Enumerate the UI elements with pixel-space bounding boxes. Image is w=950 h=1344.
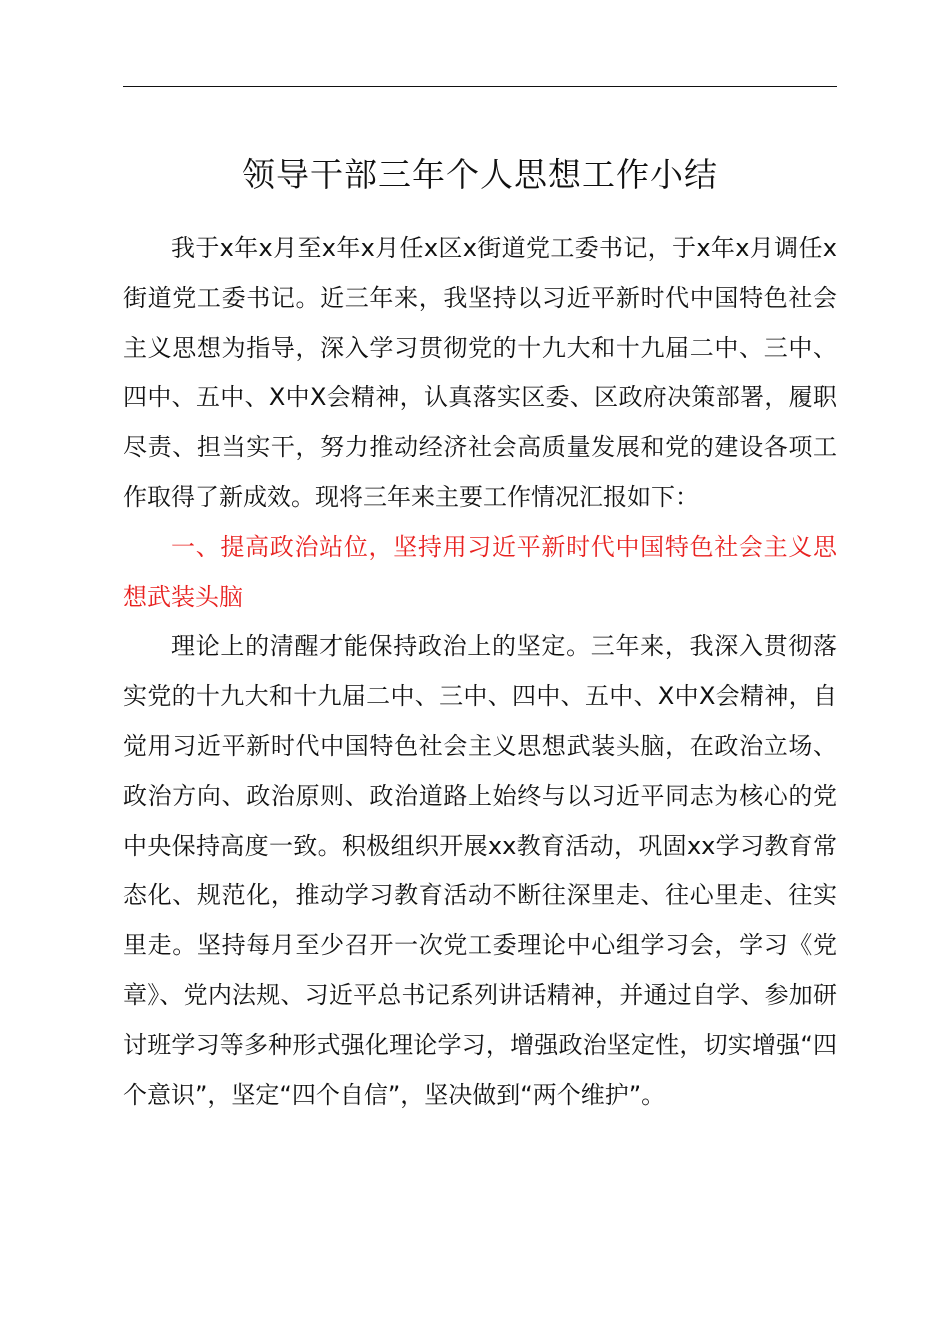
section-heading-1: 一、提高政治站位，坚持用习近平新时代中国特色社会主义思想武装头脑	[123, 532, 837, 611]
intro-paragraph: 我于x年x月至x年x月任x区x街道党工委书记，于x年x月调任x街道党工委书记。近三年来，我坚持以习近平新时代中国特色社会主义思想为指导，深入学习贯彻党的十九大和十九届二中、三中、四中、五中、X中X会精神，认真落实区委、区政府决策部署，履职尽责、担当实干，努力推动经济社会高质量发展和党的建设各项工作取得了新成效。现将三年来主要工作情况汇报如下：	[123, 234, 837, 511]
header-rule	[123, 86, 837, 87]
document-title: 领导干部三年个人思想工作小结	[242, 155, 718, 194]
section-1-paragraph: 理论上的清醒才能保持政治上的坚定。三年来，我深入贯彻落实党的十九大和十九届二中、三中、四中、五中、X中X会精神，自觉用习近平新时代中国特色社会主义思想武装头脑，在政治立场、政治方向、政治原则、政治道路上始终与以习近平同志为核心的党中央保持高度一致。积极组织开展xx教育活动，巩固xx学习教育常态化、规范化，推动学习教育活动不断往深里走、往心里走、往实里走。坚持每月至少召开一次党工委理论中心组学习会，学习《党章》、党内法规、习近平总书记系列讲话精神，并通过自学、参加研讨班学习等多种形式强化理论学习，增强政治坚定性，切实增强“四个意识”，坚定“四个自信”，坚决做到“两个维护”。	[123, 632, 837, 1109]
document-body	[123, 224, 837, 1120]
